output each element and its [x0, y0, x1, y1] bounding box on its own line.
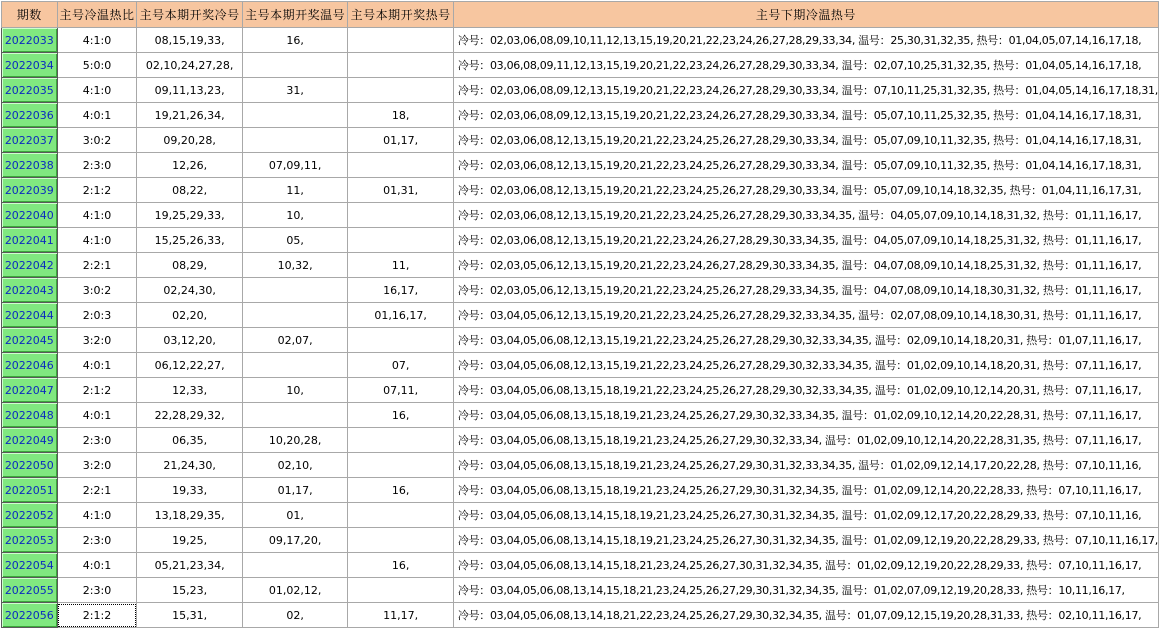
warm-cell[interactable] [242, 403, 348, 428]
next-period-cell[interactable]: 冷号：03,04,05,06,08,13,14,15,18,21,23,24,25,26,27,30,31,32,34,35, 温号：01,02,09,12,19,20,22,28,29,33, 热号：07,10,11,16,17, [453, 553, 1158, 578]
warm-cell[interactable]: 11, [242, 178, 348, 203]
period-cell[interactable]: 2022048 [2, 403, 58, 428]
ratio-cell[interactable]: 2:1:2 [57, 378, 137, 403]
hot-cell[interactable] [348, 53, 454, 78]
period-cell[interactable]: 2022053 [2, 528, 58, 553]
ratio-cell[interactable]: 4:1:0 [57, 228, 137, 253]
hot-cell[interactable]: 01,31, [348, 178, 454, 203]
warm-cell[interactable]: 01,02,12, [242, 578, 348, 603]
period-cell[interactable]: 2022035 [2, 78, 58, 103]
ratio-cell[interactable]: 2:2:1 [57, 478, 137, 503]
next-period-cell[interactable]: 冷号：03,04,05,06,08,13,15,18,19,21,23,24,25,26,27,29,30,32,33,34,35, 温号：01,02,09,10,12,14,20,22,28,31, 热号：07,11,16,17, [453, 403, 1158, 428]
table-row[interactable] [2, 478, 1159, 503]
next-period-cell[interactable]: 冷号：03,04,05,06,08,13,15,18,19,21,23,24,25,26,27,29,30,31,32,33,34,35, 温号：01,02,09,12,14,17,20,22,28, 热号：07,10,11,16, [453, 453, 1158, 478]
hot-cell[interactable]: 16, [348, 403, 454, 428]
hot-cell[interactable]: 07,11, [348, 378, 454, 403]
ratio-cell[interactable]: 4:0:1 [57, 353, 137, 378]
warm-cell[interactable]: 09,17,20, [242, 528, 348, 553]
ratio-cell[interactable]: 4:0:1 [57, 553, 137, 578]
cold-cell[interactable]: 19,21,26,34, [137, 103, 243, 128]
table-row[interactable] [2, 178, 1159, 203]
ratio-cell[interactable]: 4:1:0 [57, 28, 137, 53]
ratio-cell[interactable]: 2:3:0 [57, 153, 137, 178]
warm-cell[interactable]: 10, [242, 203, 348, 228]
next-period-cell[interactable]: 冷号：03,04,05,06,12,13,15,19,20,21,22,23,24,25,26,27,28,29,32,33,34,35, 温号：02,07,08,09,10,14,18,30,31, 热号：01,11,16,17, [453, 303, 1158, 328]
table-row[interactable] [2, 453, 1159, 478]
ratio-cell[interactable]: 4:0:1 [57, 403, 137, 428]
cold-cell[interactable]: 21,24,30, [137, 453, 243, 478]
header-next[interactable]: 主号下期冷温热号 [453, 2, 1158, 28]
cold-cell[interactable]: 06,12,22,27, [137, 353, 243, 378]
ratio-cell[interactable]: 4:1:0 [57, 78, 137, 103]
ratio-cell[interactable]: 4:0:1 [57, 103, 137, 128]
warm-cell[interactable]: 31, [242, 78, 348, 103]
cold-cell[interactable]: 02,24,30, [137, 278, 243, 303]
warm-cell[interactable]: 05, [242, 228, 348, 253]
warm-cell[interactable]: 10,32, [242, 253, 348, 278]
cold-cell[interactable]: 03,12,20, [137, 328, 243, 353]
next-period-cell[interactable]: 冷号：03,04,05,06,08,13,14,15,18,19,21,23,24,25,26,27,30,31,32,34,35, 温号：01,02,09,12,17,20,22,28,29,33, 热号：07,10,11,16, [453, 503, 1158, 528]
next-period-cell[interactable]: 冷号：02,03,06,08,12,13,15,19,20,21,22,23,24,25,26,27,28,29,30,33,34, 温号：05,07,09,10,14,18,32,35, 热号：01,04,11,16,17,31, [453, 178, 1158, 203]
header-cold[interactable]: 主号本期开奖冷号 [137, 2, 243, 28]
warm-cell[interactable] [242, 353, 348, 378]
warm-cell[interactable]: 10, [242, 378, 348, 403]
ratio-cell[interactable]: 2:0:3 [57, 303, 137, 328]
cold-cell[interactable]: 05,21,23,34, [137, 553, 243, 578]
ratio-cell[interactable]: 5:0:0 [57, 53, 137, 78]
period-cell[interactable]: 2022038 [2, 153, 58, 178]
period-cell[interactable]: 2022051 [2, 478, 58, 503]
table-row[interactable] [2, 203, 1159, 228]
next-period-cell[interactable]: 冷号：03,04,05,06,08,13,15,18,19,21,22,23,24,25,26,27,28,29,30,32,33,34,35, 温号：01,02,09,10,12,14,20,31, 热号：07,11,16,17, [453, 378, 1158, 403]
next-period-cell[interactable]: 冷号：02,03,06,08,12,13,15,19,20,21,22,23,24,25,26,27,28,29,30,33,34, 温号：05,07,09,10,11,32,35, 热号：01,04,14,16,17,18,31, [453, 128, 1158, 153]
cold-cell[interactable]: 15,25,26,33, [137, 228, 243, 253]
cold-cell[interactable]: 06,35, [137, 428, 243, 453]
cold-cell[interactable]: 13,18,29,35, [137, 503, 243, 528]
header-period[interactable]: 期数 [2, 2, 58, 28]
ratio-cell[interactable]: 2:2:1 [57, 253, 137, 278]
warm-cell[interactable] [242, 103, 348, 128]
hot-cell[interactable] [348, 203, 454, 228]
hot-cell[interactable] [348, 578, 454, 603]
table-row[interactable] [2, 303, 1159, 328]
cold-cell[interactable]: 19,33, [137, 478, 243, 503]
warm-cell[interactable]: 16, [242, 28, 348, 53]
header-warm[interactable]: 主号本期开奖温号 [242, 2, 348, 28]
table-row[interactable] [2, 428, 1159, 453]
table-row[interactable] [2, 578, 1159, 603]
cold-cell[interactable]: 08,22, [137, 178, 243, 203]
hot-cell[interactable] [348, 503, 454, 528]
header-hot[interactable]: 主号本期开奖热号 [348, 2, 454, 28]
hot-cell[interactable]: 11, [348, 253, 454, 278]
warm-cell[interactable]: 10,20,28, [242, 428, 348, 453]
next-period-cell[interactable]: 冷号：02,03,06,08,09,12,13,15,19,20,21,22,23,24,26,27,28,29,30,33,34, 温号：05,07,10,11,25,32,35, 热号：01,04,14,16,17,18,31, [453, 103, 1158, 128]
table-row[interactable] [2, 103, 1159, 128]
ratio-cell[interactable]: 2:3:0 [57, 578, 137, 603]
period-cell[interactable]: 2022049 [2, 428, 58, 453]
next-period-cell[interactable]: 冷号：03,04,05,06,08,12,13,15,19,21,22,23,24,25,26,27,28,29,30,32,33,34,35, 温号：02,09,10,14,18,20,31, 热号：01,07,11,16,17, [453, 328, 1158, 353]
table-row[interactable] [2, 228, 1159, 253]
period-cell[interactable]: 2022043 [2, 278, 58, 303]
table-row[interactable] [2, 153, 1159, 178]
table-row[interactable] [2, 503, 1159, 528]
table-row[interactable] [2, 553, 1159, 578]
ratio-cell[interactable]: 2:1:2 [57, 178, 137, 203]
hot-cell[interactable]: 18, [348, 103, 454, 128]
hot-cell[interactable]: 01,16,17, [348, 303, 454, 328]
period-cell[interactable]: 2022033 [2, 28, 58, 53]
next-period-cell[interactable]: 冷号：03,06,08,09,11,12,13,15,19,20,21,22,23,24,26,27,28,29,30,33,34, 温号：02,07,10,25,31,32,35, 热号：01,04,05,14,16,17,18, [453, 53, 1158, 78]
hot-cell[interactable] [348, 328, 454, 353]
next-period-cell[interactable]: 冷号：03,04,05,06,08,13,15,18,19,21,23,24,25,26,27,29,30,32,33,34, 温号：01,02,09,10,12,14,20,22,28,31,35, 热号：07,11,16,17, [453, 428, 1158, 453]
ratio-cell[interactable]: 4:1:0 [57, 203, 137, 228]
next-period-cell[interactable]: 冷号：03,04,05,06,08,13,14,18,21,22,23,24,25,26,27,29,30,32,34,35, 温号：01,07,09,12,15,19,20,28,31,33, 热号：02,10,11,16,17, [453, 603, 1158, 628]
period-cell[interactable]: 2022046 [2, 353, 58, 378]
table-row[interactable] [2, 253, 1159, 278]
hot-cell[interactable] [348, 78, 454, 103]
warm-cell[interactable]: 02, [242, 603, 348, 628]
hot-cell[interactable]: 07, [348, 353, 454, 378]
cold-cell[interactable]: 22,28,29,32, [137, 403, 243, 428]
hot-cell[interactable] [348, 528, 454, 553]
cold-cell[interactable]: 19,25,29,33, [137, 203, 243, 228]
ratio-cell[interactable]: 3:0:2 [57, 128, 137, 153]
table-row[interactable] [2, 328, 1159, 353]
period-cell[interactable]: 2022036 [2, 103, 58, 128]
warm-cell[interactable] [242, 53, 348, 78]
ratio-cell[interactable]: 3:2:0 [57, 453, 137, 478]
table-row[interactable] [2, 28, 1159, 53]
hot-cell[interactable] [348, 428, 454, 453]
lottery-data-grid[interactable] [1, 1, 1159, 628]
next-period-cell[interactable]: 冷号：03,04,05,06,08,13,15,18,19,21,23,24,25,26,27,29,30,31,32,34,35, 温号：01,02,09,12,14,20,22,28,33, 热号：07,10,11,16,17, [453, 478, 1158, 503]
warm-cell[interactable]: 07,09,11, [242, 153, 348, 178]
grid-body [2, 28, 1159, 628]
warm-cell[interactable] [242, 553, 348, 578]
period-cell[interactable]: 2022055 [2, 578, 58, 603]
cold-cell[interactable]: 15,23, [137, 578, 243, 603]
period-cell[interactable]: 2022047 [2, 378, 58, 403]
table-row[interactable] [2, 378, 1159, 403]
table-row[interactable] [2, 78, 1159, 103]
next-period-cell[interactable]: 冷号：02,03,06,08,12,13,15,19,20,21,22,23,24,25,26,27,28,29,30,33,34, 温号：05,07,09,10,11,32,35, 热号：01,04,14,16,17,18,31, [453, 153, 1158, 178]
next-period-cell[interactable]: 冷号：02,03,06,08,09,12,13,15,19,20,21,22,23,24,26,27,28,29,30,33,34, 温号：07,10,11,25,31,32,35, 热号：01,04,05,14,16,17,18,31, [453, 78, 1158, 103]
period-cell[interactable]: 2022041 [2, 228, 58, 253]
period-cell[interactable]: 2022034 [2, 53, 58, 78]
hot-cell[interactable] [348, 453, 454, 478]
period-cell[interactable]: 2022052 [2, 503, 58, 528]
cold-cell[interactable]: 12,26, [137, 153, 243, 178]
warm-cell[interactable]: 02,07, [242, 328, 348, 353]
cold-cell[interactable]: 08,29, [137, 253, 243, 278]
next-period-cell[interactable]: 冷号：02,03,05,06,12,13,15,19,20,21,22,23,24,25,26,27,28,29,33,34,35, 温号：04,07,08,09,10,14,18,30,31,32, 热号：01,11,16,17, [453, 278, 1158, 303]
period-cell[interactable]: 2022045 [2, 328, 58, 353]
period-cell[interactable]: 2022042 [2, 253, 58, 278]
hot-cell[interactable] [348, 228, 454, 253]
hot-cell[interactable]: 16,17, [348, 278, 454, 303]
next-period-cell[interactable]: 冷号：02,03,05,06,12,13,15,19,20,21,22,23,24,26,27,28,29,30,33,34,35, 温号：04,07,08,09,10,14,18,25,31,32, 热号：01,11,16,17, [453, 253, 1158, 278]
cold-cell[interactable]: 15,31, [137, 603, 243, 628]
hot-cell[interactable]: 16, [348, 553, 454, 578]
hot-cell[interactable] [348, 28, 454, 53]
warm-cell[interactable] [242, 303, 348, 328]
cold-cell[interactable]: 02,20, [137, 303, 243, 328]
cold-cell[interactable]: 08,15,19,33, [137, 28, 243, 53]
cold-cell[interactable]: 02,10,24,27,28, [137, 53, 243, 78]
table-row[interactable] [2, 528, 1159, 553]
cold-cell[interactable]: 19,25, [137, 528, 243, 553]
ratio-cell[interactable]: 2:3:0 [57, 528, 137, 553]
period-cell[interactable]: 2022050 [2, 453, 58, 478]
table-row[interactable] [2, 128, 1159, 153]
next-period-cell[interactable]: 冷号：02,03,06,08,12,13,15,19,20,21,22,23,24,26,27,28,29,30,33,34,35, 温号：04,05,07,09,10,14,18,25,31,32, 热号：01,11,16,17, [453, 228, 1158, 253]
table-row[interactable] [2, 403, 1159, 428]
cold-cell[interactable]: 09,20,28, [137, 128, 243, 153]
period-cell[interactable]: 2022054 [2, 553, 58, 578]
warm-cell[interactable] [242, 128, 348, 153]
table-row[interactable] [2, 53, 1159, 78]
cold-cell[interactable]: 09,11,13,23, [137, 78, 243, 103]
warm-cell[interactable]: 01, [242, 503, 348, 528]
warm-cell[interactable]: 01,17, [242, 478, 348, 503]
cold-cell[interactable]: 12,33, [137, 378, 243, 403]
next-period-cell[interactable]: 冷号：03,04,05,06,08,13,14,15,18,19,21,23,24,25,26,27,30,31,32,34,35, 温号：01,02,09,12,19,20,22,28,29,33, 热号：07,10,11,16,17, [453, 528, 1158, 553]
next-period-cell[interactable]: 冷号：02,03,06,08,09,10,11,12,13,15,19,20,21,22,23,24,26,27,28,29,33,34, 温号：25,30,31,32,35, 热号：01,04,05,07,14,16,17,18, [453, 28, 1158, 53]
ratio-cell[interactable]: 2:1:2 [57, 603, 137, 628]
table-row[interactable] [2, 353, 1159, 378]
period-cell[interactable]: 2022037 [2, 128, 58, 153]
period-cell[interactable]: 2022039 [2, 178, 58, 203]
next-period-cell[interactable]: 冷号：02,03,06,08,12,13,15,19,20,21,22,23,24,25,26,27,28,29,30,33,34,35, 温号：04,05,07,09,10,14,18,31,32, 热号：01,11,16,17, [453, 203, 1158, 228]
hot-cell[interactable]: 11,17, [348, 603, 454, 628]
warm-cell[interactable] [242, 278, 348, 303]
next-period-cell[interactable]: 冷号：03,04,05,06,08,13,14,15,18,21,23,24,25,26,27,29,30,31,32,34,35, 温号：01,02,07,09,12,19,20,28,33, 热号：10,11,16,17, [453, 578, 1158, 603]
header-ratio[interactable]: 主号冷温热比 [57, 2, 137, 28]
table-row[interactable] [2, 603, 1159, 628]
ratio-cell[interactable]: 2:3:0 [57, 428, 137, 453]
hot-cell[interactable]: 16, [348, 478, 454, 503]
period-cell[interactable]: 2022040 [2, 203, 58, 228]
ratio-cell[interactable]: 3:0:2 [57, 278, 137, 303]
period-cell[interactable]: 2022056 [2, 603, 58, 628]
ratio-cell[interactable]: 4:1:0 [57, 503, 137, 528]
hot-cell[interactable] [348, 153, 454, 178]
table-row[interactable] [2, 278, 1159, 303]
hot-cell[interactable]: 01,17, [348, 128, 454, 153]
grid-header [2, 2, 1159, 28]
next-period-cell[interactable]: 冷号：03,04,05,06,08,12,13,15,19,21,22,23,24,25,26,27,28,29,30,32,33,34,35, 温号：01,02,09,10,14,18,20,31, 热号：07,11,16,17, [453, 353, 1158, 378]
period-cell[interactable]: 2022044 [2, 303, 58, 328]
warm-cell[interactable]: 02,10, [242, 453, 348, 478]
ratio-cell[interactable]: 3:2:0 [57, 328, 137, 353]
